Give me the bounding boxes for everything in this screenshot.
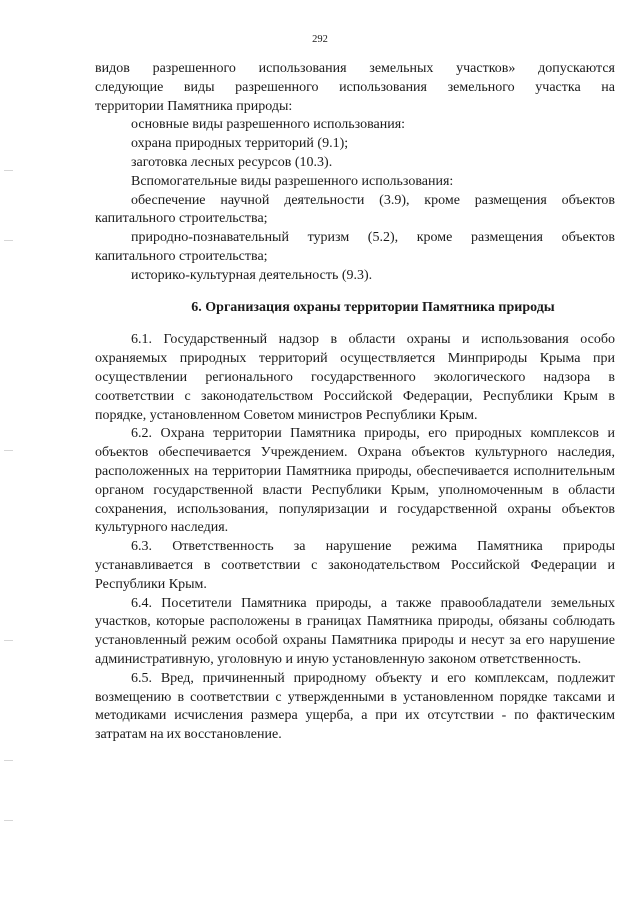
- paragraph-6-5: 6.5. Вред, причиненный природному объекту и его комплексам, подлежит возмещению в соответствии с утвержденными в установленном порядке таксами и методиками исчисления размера ущерба, а при их отсутствии - по фактическим затратам на их восстановление.: [95, 670, 615, 743]
- page-number: 292: [312, 34, 328, 45]
- scan-mark: [4, 170, 13, 171]
- list-item: природно-познавательный туризм (5.2), кроме размещения объектов капитального строительства;: [95, 230, 615, 264]
- scan-mark: [4, 820, 13, 821]
- paragraph-6-2: 6.2. Охрана территории Памятника природы, его природных комплексов и объектов обеспечивается Учреждением. Охрана объектов культурного наследия, расположенных на территории Памятника природы, обеспечивается исполнительным органом государственной власти Республики Крым, уполномоченным в области сохранения, использования, популяризации и государственной охраны объектов культурного наследия.: [95, 426, 615, 536]
- scan-mark: [4, 640, 13, 641]
- scan-mark: [4, 240, 13, 241]
- list-item: основные виды разрешенного использования:: [131, 117, 406, 133]
- list-item: охрана природных территорий (9.1);: [131, 136, 349, 152]
- list-item: обеспечение научной деятельности (3.9), кроме размещения объектов капитального строительства;: [95, 192, 615, 227]
- section-heading: 6. Организация охраны территории Памятника природы: [191, 299, 555, 315]
- intro-line: следующие виды разрешенного использования земельного участка на: [95, 79, 615, 95]
- list-item: заготовка лесных ресурсов (10.3).: [131, 154, 333, 170]
- scan-margin-marks: [4, 0, 18, 904]
- paragraph-6-1: 6.1. Государственный надзор в области охраны и использования особо охраняемых природных территорий осуществляется Минприроды Крыма при осуществлении регионального государственного экологического надзора в соответствии с законодательством Российской Федерации, Республики Крым в порядке, установленном Советом министров Республики Крым.: [95, 332, 615, 423]
- paragraph-6-4: 6.4. Посетители Памятника природы, а также правообладатели земельных участков, которые расположены в границах Памятника природы, обязаны соблюдать установленный режим особой охраны Памятника природы и несут за его нарушение административную, уголовную и иную установленную законом ответственность.: [95, 595, 615, 667]
- list-item: историко-культурная деятельность (9.3).: [131, 267, 373, 283]
- scan-mark: [4, 760, 13, 761]
- intro-line: территории Памятника природы:: [95, 98, 293, 114]
- scan-mark: [4, 450, 13, 451]
- paragraph-6-3: 6.3. Ответственность за нарушение режима Памятника природы устанавливается в соответствии с законодательством Российской Федерации и Республики Крым.: [95, 539, 615, 592]
- list-item: Вспомогательные виды разрешенного использования:: [131, 173, 454, 189]
- intro-line: видов разрешенного использования земельных участков» допускаются: [95, 61, 615, 76]
- document-body: [95, 60, 615, 745]
